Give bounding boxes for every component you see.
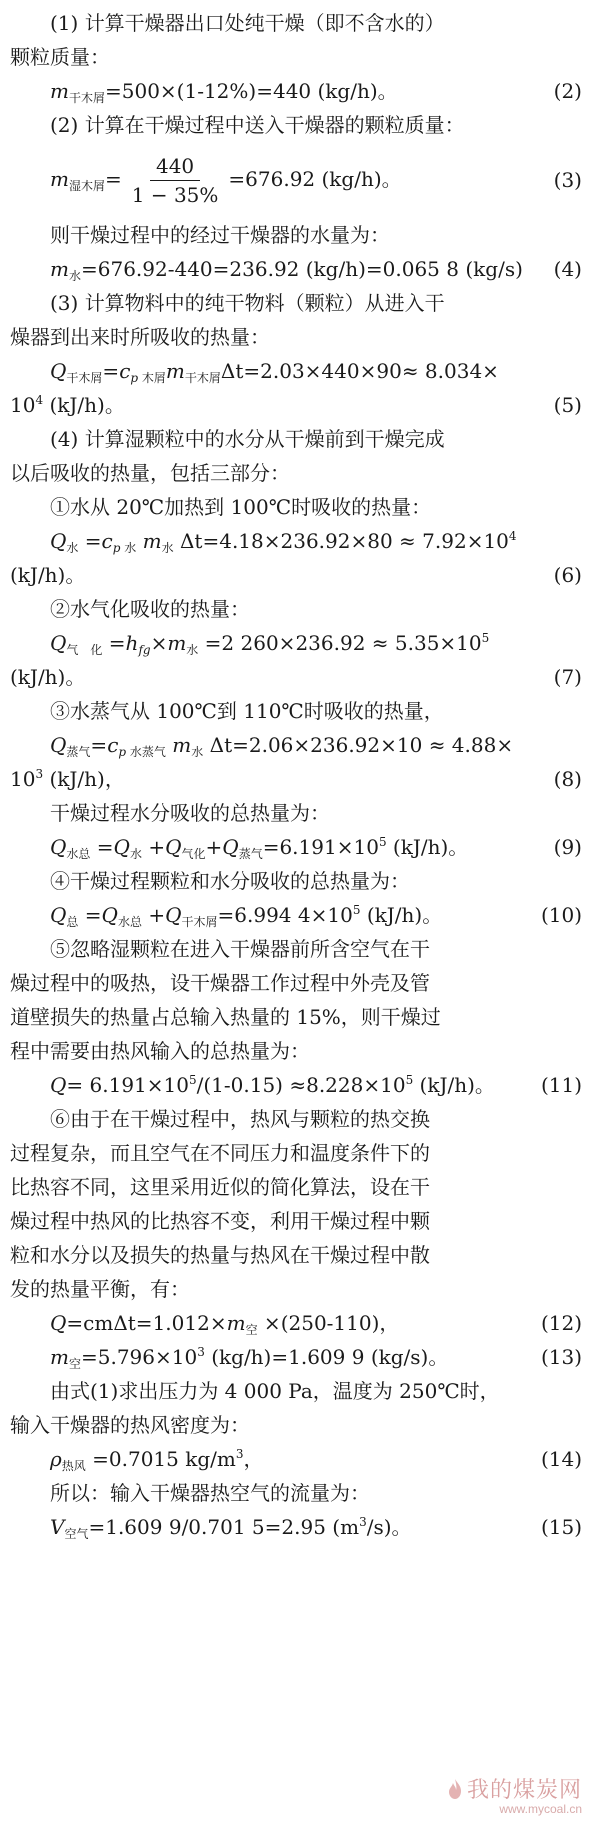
- paragraph-8: 所以：输入干燥器热空气的流量为：: [50, 1481, 370, 1505]
- equation-2: $m_{干木屑}=500\times(1-12\%)=440$ (kg/h)。 (2): [10, 74, 582, 108]
- equation-3: $m_{湿木屑}=$ $\frac{440}{1 - 35\%}$ =676.92 (kg/h)。 (3): [50, 153, 582, 207]
- equation-number: (2): [553, 79, 582, 103]
- equation-number: (10): [540, 903, 582, 927]
- paragraph-3: 则干燥过程中的经过干燥器的水量为：: [50, 223, 390, 247]
- paragraph-4-line-2: 燥器到出来时所吸收的热量：: [10, 325, 270, 349]
- fraction: $\frac{440}{1 - 35\%}$: [131, 153, 219, 207]
- step-4-heading: ④干燥过程颗粒和水分吸收的总热量为：: [50, 869, 410, 893]
- equation-5-line-2: $10^4$ (kJ/h)。 (5): [10, 388, 582, 422]
- paragraph-2: (2) 计算在干燥过程中送入干燥器的颗粒质量：: [50, 113, 465, 137]
- equation-number: (8): [553, 767, 582, 791]
- equation-11: $Q= 6.191\times 10^5/(1-0.15) \approx 8.228\times 10^5$ (kJ/h)。 (11): [10, 1068, 582, 1102]
- step-5-line-3: 道壁损失的热量占总输入热量的 15%，则干燥过: [10, 1005, 441, 1029]
- step-5-line-4: 程中需要由热风输入的总热量为：: [10, 1039, 310, 1063]
- equation-10: $Q_总 =Q_{水总} +Q_{干木屑}=6.994$ $4\times 10^5$ (kJ/h)。 (10): [10, 898, 582, 932]
- step-1-heading: ①水从 20℃加热到 100℃时吸收的热量：: [50, 495, 432, 519]
- equation-number: (6): [553, 563, 582, 587]
- step-6-line-2: 过程复杂，而且空气在不同压力和温度条件下的: [10, 1141, 430, 1165]
- equation-4: $m_水=676.92-440=236.92$ (kg/h)=0.065 8 (kg/s) (4): [10, 252, 582, 286]
- equation-6-line-2: (kJ/h)。 (6): [10, 558, 582, 592]
- step-6-line-4: 燥过程中热风的比热容不变，利用干燥过程中颗: [10, 1209, 430, 1233]
- equation-15: $V_{空气}=1.609$ 9/0.701 5=2.95 $(m^3/s)$。 (15): [10, 1510, 582, 1544]
- equation-number: (5): [553, 393, 582, 417]
- equation-5-line-1: $Q_{干木屑}=c_{p 木屑}m_{干木屑}\Delta t=2.03\times 440\times 90\approx 8.034\times$: [50, 359, 499, 385]
- equation-number: (9): [553, 835, 582, 859]
- step-5-line-1: ⑤忽略湿颗粒在进入干燥器前所含空气在干: [50, 937, 430, 961]
- paragraph-1-line-1: (1) 计算干燥器出口处纯干燥（即不含水的）: [50, 11, 445, 35]
- paragraph-7-line-1: 由式(1)求出压力为 4 000 Pa，温度为 250℃时，: [50, 1379, 500, 1403]
- equation-8-line-1: $Q_{蒸气}=c_{p 水蒸气}$ $m_水$ Δt=2.06×236.92×10 ≈ 4.88×: [50, 733, 514, 759]
- equation-number: (11): [540, 1073, 582, 1097]
- equation-number: (13): [540, 1345, 582, 1369]
- step-6-line-3: 比热容不同，这里采用近似的简化算法，设在干: [10, 1175, 430, 1199]
- step-2-heading: ②水气化吸收的热量：: [50, 597, 250, 621]
- equation-13: $m_空=5.796\times 10^3$ (kg/h)=1.609 9 (kg/s)。 (13): [10, 1340, 582, 1374]
- paragraph-1-line-2: 颗粒质量：: [10, 45, 110, 69]
- equation-number: (15): [540, 1515, 582, 1539]
- paragraph-6: 干燥过程水分吸收的总热量为：: [50, 801, 330, 825]
- equation-9: $Q_{水总} =Q_水 +Q_{气化}+Q_{蒸气}=6.191\times 10^5$ (kJ/h)。 (9): [10, 830, 582, 864]
- watermark-url: www.mycoal.cn: [499, 1802, 582, 1816]
- watermark-text: 我的煤炭网: [466, 1777, 582, 1802]
- equation-7-line-2: (kJ/h)。 (7): [10, 660, 582, 694]
- equation-number: (4): [553, 257, 582, 281]
- equation-number: (12): [540, 1311, 582, 1335]
- equation-8-line-2: $10^3$ (kJ/h)， (8): [10, 762, 582, 796]
- step-5-line-2: 燥过程中的吸热，设干燥器工作过程中外壳及管: [10, 971, 430, 995]
- watermark: [447, 1778, 582, 1816]
- paragraph-4-line-1: (3) 计算物料中的纯干物料（颗粒）从进入干: [50, 291, 445, 315]
- equation-6-line-1: $Q_水 =c_{p 水}$ $m_水$ $\Delta t=4.18\times 236.92\times 80 \approx 7.92\times 10^4$: [50, 529, 517, 555]
- step-6-line-1: ⑥由于在干燥过程中，热风与颗粒的热交换: [50, 1107, 430, 1131]
- equation-14: $\rho_{热风} =0.7015$ $kg/m^3$， (14): [10, 1442, 582, 1476]
- step-6-line-6: 发的热量平衡，有：: [10, 1277, 190, 1301]
- paragraph-7-line-2: 输入干燥器的热风密度为：: [10, 1413, 250, 1437]
- flame-logo-icon: [447, 1778, 463, 1800]
- step-6-line-5: 粒和水分以及损失的热量与热风在干燥过程中散: [10, 1243, 430, 1267]
- equation-number: (3): [553, 168, 582, 192]
- equation-7-line-1: $Q_{气 化} =h_{fg}\times m_水 =2$ $260\times 236.92 \approx 5.35\times 10^5$: [50, 631, 490, 657]
- paragraph-5-line-1: (4) 计算湿颗粒中的水分从干燥前到干燥完成: [50, 427, 445, 451]
- equation-number: (7): [553, 665, 582, 689]
- equation-number: (14): [540, 1447, 582, 1471]
- step-3-heading: ③水蒸气从 100℃到 110℃时吸收的热量，: [50, 699, 444, 723]
- equation-12: $Q=cm\Delta t=1.012\times m_空 \times(250-110)$， (12): [10, 1306, 582, 1340]
- paragraph-5-line-2: 以后吸收的热量，包括三部分：: [10, 461, 290, 485]
